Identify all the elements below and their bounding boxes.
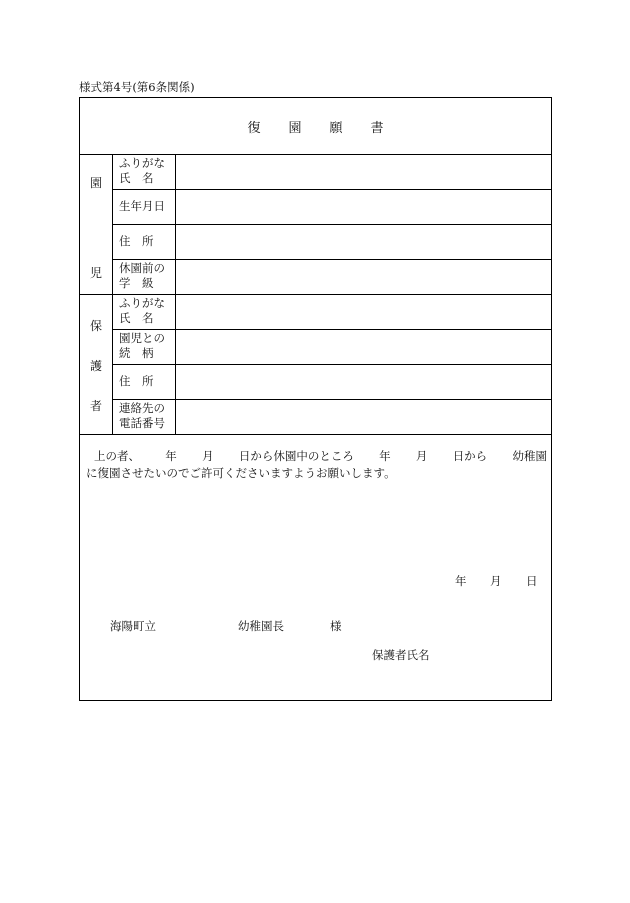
request-segment: 月 [202,449,214,463]
date-year-label: 年 [455,574,467,588]
form-title [80,98,551,154]
honorific: 様 [330,619,342,633]
date-month-label: 月 [490,574,502,588]
request-segment: 上の者、 [94,449,140,463]
guardian-relationship-field[interactable] [177,330,551,364]
guardian-signature-label: 保護者氏名 [372,648,430,662]
request-segment: 日から [452,449,488,463]
title-char: 復 [247,120,261,136]
label-line: 住 所 [119,234,154,248]
request-line-2: に復園させたいのでご許可くださいますようお願いします。 [86,466,396,480]
guardian-furigana-name-label [113,296,175,326]
child-address-field[interactable] [177,225,551,259]
guardian-group-char: 者 [89,399,102,413]
label-line: 休園前の [119,261,165,275]
guardian-phone-field[interactable] [177,400,551,434]
town-name: 海陽町立 [110,619,156,633]
label-line: 園児との [119,331,165,345]
title-char: 園 [288,120,302,136]
divider [80,434,551,435]
guardian-phone-label [113,401,175,431]
label-line: 学 級 [119,276,154,290]
form-number: 様式第4号(第6条関係) [79,80,195,94]
child-class-field[interactable] [177,260,551,294]
request-segment: 月 [415,449,428,463]
request-segment: 年 [165,449,177,463]
child-furigana-name-label [113,156,175,186]
date-day-label: 日 [526,574,538,588]
child-group-char: 園 [89,176,102,190]
request-line-1 [86,448,547,465]
label-line: 生年月日 [119,199,165,213]
guardian-name-field[interactable] [177,295,551,329]
principal-title: 幼稚園長 [238,619,284,633]
label-line: 電話番号 [119,416,165,430]
request-segment: 日から休園中のところ [238,449,354,463]
child-birthdate-label [113,199,175,214]
request-form [79,97,552,701]
label-line: 氏 名 [119,171,154,185]
child-birthdate-field[interactable] [177,190,551,224]
divider [112,154,113,434]
guardian-relationship-label [113,331,175,361]
label-line: 氏 名 [119,311,154,325]
label-line: ふりがな [119,296,165,310]
child-address-label [113,234,175,249]
request-segment: 年 [379,449,391,463]
title-char: 願 [329,120,343,136]
guardian-group-char: 護 [89,359,102,373]
label-line: 連絡先の [119,401,165,415]
child-group-char: 児 [89,266,102,280]
child-class-label [113,261,175,291]
title-char: 書 [370,120,384,136]
label-line: ふりがな [119,156,165,170]
divider [175,154,176,434]
request-statement [86,448,547,482]
label-line: 続 柄 [119,346,154,360]
guardian-address-field[interactable] [177,365,551,399]
guardian-group-char: 保 [89,319,102,333]
label-line: 住 所 [119,374,154,388]
request-segment: 幼稚園 [512,449,547,463]
guardian-address-label [113,374,175,389]
child-name-field[interactable] [177,155,551,189]
